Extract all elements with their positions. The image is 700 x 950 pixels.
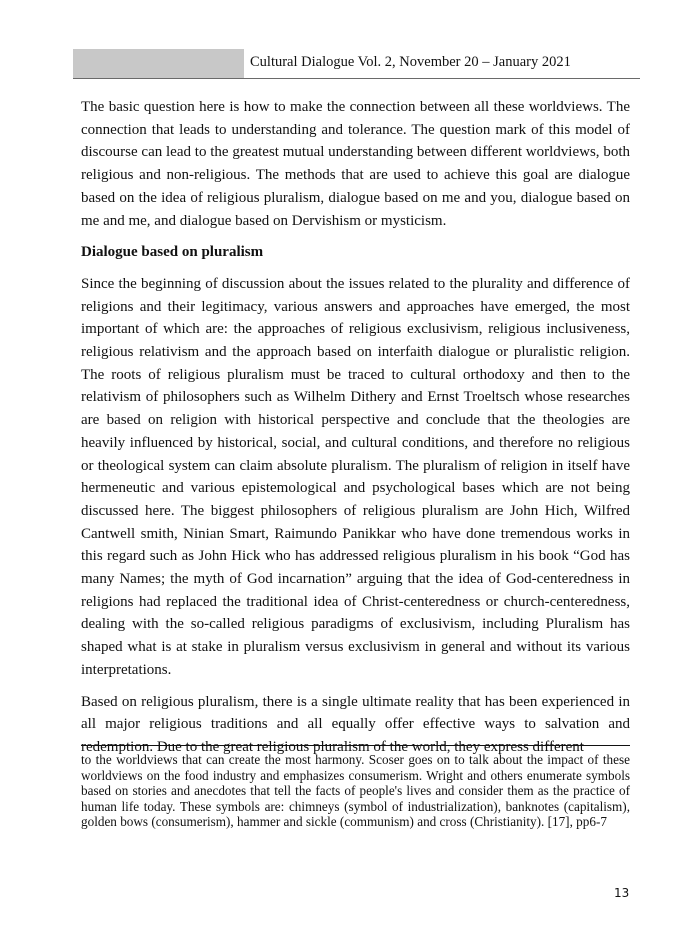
footnote-divider	[81, 745, 630, 746]
header-grey-block	[73, 49, 244, 78]
body-paragraph-3: Based on religious pluralism, there is a single ultimate reality that has been experienced in all major religious traditions and all equally offer effective ways to salvation and redemption. Due to the great religious pluralism of the world, they express different	[81, 693, 630, 755]
page-body	[81, 96, 630, 759]
page-number: 13	[614, 886, 630, 900]
footnote-text: to the worldviews that can create the most harmony. Scoser goes on to talk about the impact of these worldviews on the food industry and emphasizes consumerism. Wright and others enumerate symbols based on stories and anecdotes that tell the facts of people's lives and consider them as the practice of human life today. These symbols are: chimneys (symbol of industrialization), banknotes (capitalism), golden bows (consumerism), hammer and sickle (communism) and cross (Christianity). [17], pp6-7	[81, 752, 630, 830]
body-paragraph-1: The basic question here is how to make the connection between all these worldviews. The connection that leads to understanding and tolerance. The question mark of this model of discourse can lead to the greatest mutual understanding between different worldviews, both religious and non-religious. The methods that are used to achieve this goal are dialogue based on the idea of religious pluralism, dialogue based on me and you, dialogue based on me and me, and dialogue based on Dervishism or mysticism.	[81, 99, 630, 229]
running-header: Cultural Dialogue Vol. 2, November 20 – January 2021	[250, 54, 571, 70]
header-divider	[73, 78, 640, 79]
body-paragraph-2: Since the beginning of discussion about the issues related to the plurality and difference of religions and their legitimacy, various answers and approaches have emerged, the most important of which are: the approaches of religious exclusivism, religious inclusiveness, religious relativism and the approach based on interfaith dialogue or pluralistic religion. The roots of religious pluralism must be traced to cultural orthodoxy and then to the relativism of philosophers such as Wilhelm Dithery and Ernst Troeltsch whose researches are based on religion with historical perspective and conclude that the theologies are heavily influenced by historical, social, and cultural conditions, and therefore no religious or theological system can claim absolute pluralism. The pluralism of religion in itself have hermeneutic and various epistemological and psychological bases which are not being discussed here. The biggest philosophers of religious pluralism are John Hich, Wilfred Cantwell smith, Ninian Smart, Raimundo Panikkar who have done tremendous works in this regard such as John Hick who has addressed religious pluralism in his book “God has many Names; the myth of God incarnation” arguing that the idea of God-centeredness in religions had replaced the traditional idea of Christ-centeredness or church-centeredness, dealing with the so-called religious paradigms of exclusivism, including Pluralism has shaped what is at stake in pluralism versus exclusivism in general and without its various interpretations.	[81, 275, 630, 678]
section-heading: Dialogue based on pluralism	[81, 244, 264, 261]
